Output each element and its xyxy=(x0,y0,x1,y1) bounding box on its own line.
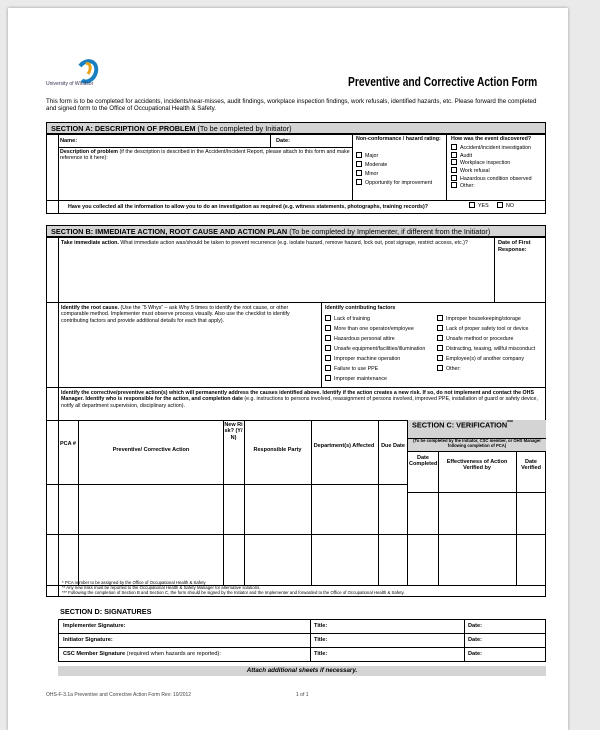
factors-label: Identify contributing factors xyxy=(325,305,396,311)
factor-option[interactable]: Lack of proper safety tool or device xyxy=(437,324,535,334)
col-due-date: Due Date xyxy=(381,443,405,449)
factor-option[interactable]: Failure to use PPE xyxy=(325,364,425,374)
factor-option[interactable]: Other: xyxy=(437,364,535,374)
discovered-option[interactable]: Audit xyxy=(451,152,532,160)
no-option[interactable]: NO xyxy=(497,202,514,211)
checkbox-icon xyxy=(437,315,443,321)
section-a-header: SECTION A: DESCRIPTION OF PROBLEM (To be completed by Initiator) xyxy=(46,122,546,134)
rating-label: Non-conformance / hazard rating: xyxy=(356,136,441,142)
col-department: Department(s) Affected xyxy=(313,443,375,449)
checkbox-icon xyxy=(325,345,331,351)
checkbox-icon xyxy=(437,355,443,361)
section-c-note: (To be completed by the Initiator, CSC member, or OHS Manager following completion of PCA) xyxy=(413,438,541,448)
initiator-signature[interactable]: Initiator Signature: xyxy=(63,637,113,643)
col-responsible: Responsible Party xyxy=(253,447,302,453)
discovered-option[interactable]: Accident/incident investigation xyxy=(451,144,532,152)
table-notes: * PCA number to be assigned by the Office of Occupational Health & Safety ** Any new risks must be reported to the Occupational Health & Safety Manager for alternative solutions. *** Following the completion of Section B and Section C, the form should be signed by the Initiator and the Implementer and forwarded to the Office of Occupational Health & Safety. xyxy=(62,580,405,596)
rating-option[interactable]: Opportunity for improvement xyxy=(356,179,432,188)
checkbox-icon xyxy=(451,159,457,165)
col-action: Preventive/ Corrective Action xyxy=(112,447,190,453)
discovered-option[interactable]: Work refusal xyxy=(451,167,532,175)
checkbox-icon xyxy=(325,365,331,371)
title-field[interactable]: Title: xyxy=(314,623,328,629)
factor-option[interactable]: Improper machine operation xyxy=(325,354,425,364)
name-label: Name: xyxy=(60,138,78,144)
factor-option[interactable]: Improper housekeeping/storage xyxy=(437,314,535,324)
problem-description[interactable]: Description of problem (if the description is described in the Accident/Incident Report, please attach to this form and make reference to it here): xyxy=(60,149,350,162)
checkbox-icon xyxy=(469,202,475,208)
checkbox-icon xyxy=(451,175,457,181)
footer-page-number: 1 of 1 xyxy=(296,692,309,698)
checkbox-icon xyxy=(451,144,457,150)
checkbox-icon xyxy=(356,179,362,185)
root-cause[interactable]: Identify the root cause. (Use the “5 Whys” – ask Why 5 times to identify the root cause, or other comparable method. Implementer must observe process visually. Also use the checklist to identify contributing factors and provide additional details for each that apply). xyxy=(61,305,290,324)
form-page xyxy=(8,8,568,730)
checkbox-icon xyxy=(325,325,331,331)
checkbox-icon xyxy=(356,152,362,158)
checkbox-icon xyxy=(356,170,362,176)
rating-option[interactable]: Major xyxy=(356,152,432,161)
intro-text: This form is to be completed for accidents, incidents/near-misses, audit findings, workplace inspection findings, work refusals, identified hazards, etc. Please forward the completed and signed form to the Office of Occupational Health & Safety. xyxy=(46,98,537,113)
date-field[interactable]: Date: xyxy=(468,637,482,643)
col-date-completed: Date Completed xyxy=(409,455,438,468)
checkbox-icon xyxy=(325,335,331,341)
footer-form-id: OHS-F-3.1a Preventive and Corrective Action Form Rev: 10/2012 xyxy=(46,692,192,698)
discovered-option[interactable]: Workplace inspection xyxy=(451,159,532,167)
discovered-label: How was the event discovered? xyxy=(451,136,532,142)
rating-option[interactable]: Minor xyxy=(356,170,432,179)
factor-option[interactable]: Lack of training xyxy=(325,314,425,324)
discovered-list xyxy=(451,144,532,190)
factor-option[interactable]: More than one operator/employee xyxy=(325,324,425,334)
factors-left-list xyxy=(325,314,425,384)
discovered-option[interactable]: Other: xyxy=(451,182,532,190)
checkbox-icon xyxy=(437,325,443,331)
factor-option[interactable]: Unsafe equipment/facilities/illumination xyxy=(325,344,425,354)
col-date-verified: Date Verified xyxy=(521,459,541,472)
section-b-header: SECTION B: IMMEDIATE ACTION, ROOT CAUSE AND ACTION PLAN (To be completed by Implementer, if different from the Initiator) xyxy=(46,225,546,237)
form-title: Preventive and Corrective Action Form xyxy=(348,75,538,89)
university-logo-icon xyxy=(46,56,106,100)
factor-option[interactable]: Improper maintenance xyxy=(325,374,425,384)
yes-option[interactable]: YES xyxy=(469,202,489,211)
first-response-label: Date of First Response: xyxy=(498,240,531,253)
title-field[interactable]: Title: xyxy=(314,637,328,643)
collected-question: Have you collected all the information to allow you to do an investigation as required (e.g. witness statements, photographs, training records)? xyxy=(68,204,428,210)
date-label: Date: xyxy=(276,138,290,144)
immediate-action[interactable]: Take immediate action. What immediate action was/should be taken to prevent recurrence (e.g. isolate hazard, remove hazard, lock out, post signage, restrict access, etc.)? xyxy=(61,240,468,246)
factor-option[interactable]: Distracting, teasing, willful misconduct xyxy=(437,344,535,354)
attach-note: Attach additional sheets if necessary. xyxy=(246,667,358,674)
corrective-action-instructions: Identify the corrective/preventive action(s) which will permanently address the causes identified above. Identify if the action creates a new risk. If so, do not implement and contact the OHS Manager. Identify who is responsible for the action, and completion date (e.g. instructions to persons involved, reassignment of persons involved, improved PPE, installation of guard or safety device, notify all department supervision, disciplinary action). xyxy=(61,390,538,409)
logo-text: University of Windsor xyxy=(46,81,94,87)
factor-option[interactable]: Hazardous personal attire xyxy=(325,334,425,344)
section-d-title: SECTION D: SIGNATURES xyxy=(60,607,152,616)
checkbox-icon xyxy=(325,315,331,321)
checkbox-icon xyxy=(325,375,331,381)
col-pca: PCA # xyxy=(60,441,76,447)
checkbox-icon xyxy=(437,345,443,351)
rating-list xyxy=(356,152,432,188)
checkbox-icon xyxy=(451,152,457,158)
rating-option[interactable]: Moderate xyxy=(356,161,432,170)
checkbox-icon xyxy=(356,161,362,167)
factors-right-list xyxy=(437,314,535,374)
date-field[interactable]: Date: xyxy=(468,623,482,629)
discovered-option[interactable]: Hazardous condition observed xyxy=(451,175,532,183)
checkbox-icon xyxy=(437,335,443,341)
checkbox-icon xyxy=(497,202,503,208)
col-new-risk: New Risk? (Y/N) xyxy=(224,422,243,441)
checkbox-icon xyxy=(325,355,331,361)
factor-option[interactable]: Unsafe method or procedure xyxy=(437,334,535,344)
factor-option[interactable]: Employee(s) of another company xyxy=(437,354,535,364)
checkbox-icon xyxy=(451,167,457,173)
implementer-signature[interactable]: Implementer Signature: xyxy=(63,623,126,629)
date-field[interactable]: Date: xyxy=(468,651,482,657)
col-verified-by: Effectiveness of Action Verified by xyxy=(446,459,508,472)
csc-member-signature[interactable]: CSC Member Signature (required when hazards are reported): xyxy=(63,651,221,657)
section-c-title: SECTION C: VERIFICATION*** xyxy=(412,420,513,430)
title-field[interactable]: Title: xyxy=(314,651,328,657)
checkbox-icon xyxy=(437,365,443,371)
checkbox-icon xyxy=(451,182,457,188)
